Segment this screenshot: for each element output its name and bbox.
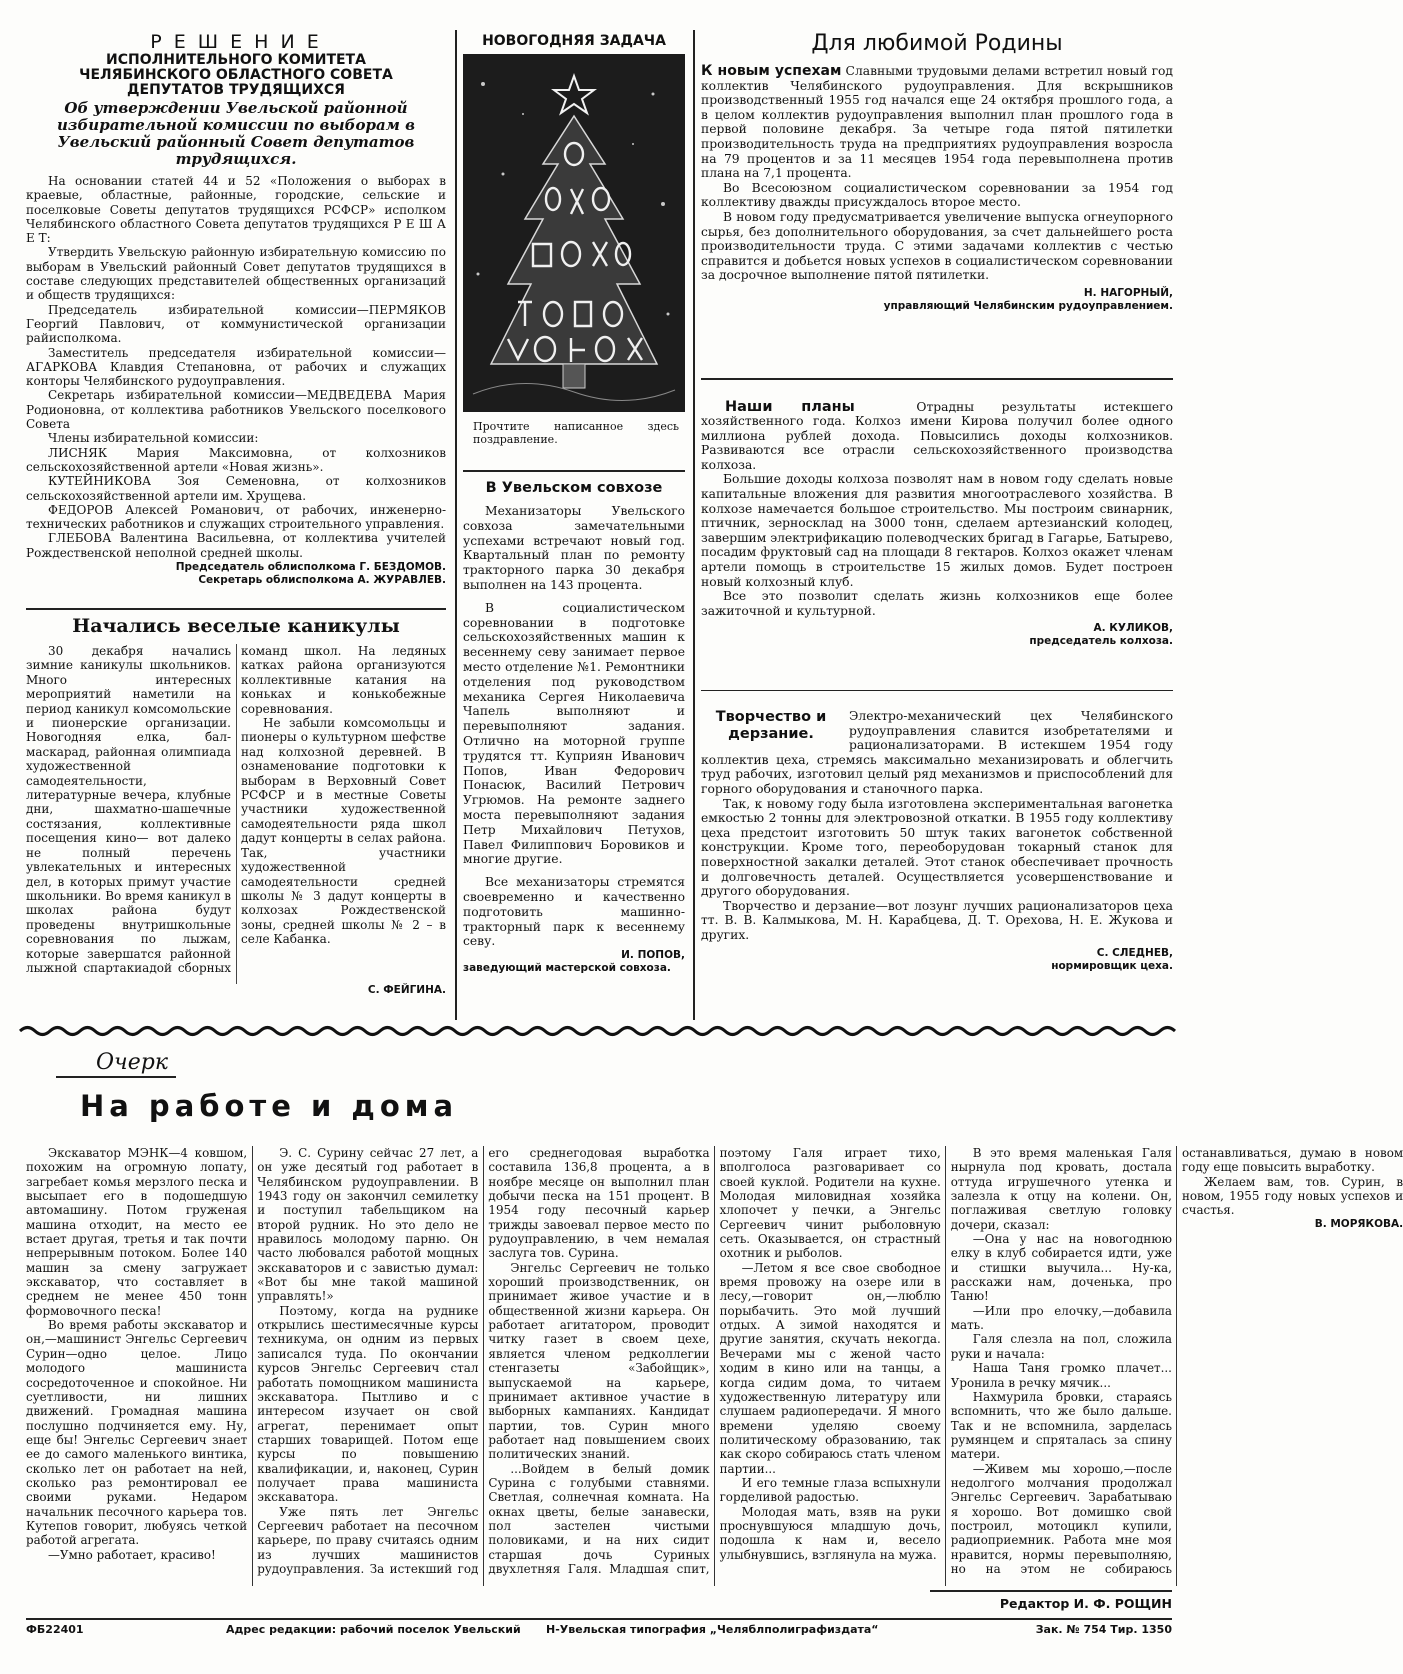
footer-code: ФБ22401	[26, 1623, 84, 1636]
rule-column-2	[693, 30, 695, 1020]
sovkhoz-signature-name: И. ПОПОВ,	[621, 949, 685, 962]
footer-printer: Н-Увельская типография „Челяблполиграфиздата“	[546, 1623, 879, 1636]
wavy-separator	[20, 1024, 1180, 1038]
rodina-s1-signature-name: Н. НАГОРНЫЙ,	[1083, 286, 1173, 299]
rule-puzzle-bottom	[463, 470, 685, 472]
essay-title: На работе и дома	[80, 1088, 459, 1123]
editor-line: Редактор И. Ф. РОЩИН	[999, 1596, 1172, 1611]
essay-signature: В. МОРЯКОВА.	[1314, 1217, 1403, 1230]
rodina-s2-title: Наши планы	[725, 398, 855, 415]
decision-subtitle: ИСПОЛНИТЕЛЬНОГО КОМИТЕТА ЧЕЛЯБИНСКОГО ОБЛАСТНОГО СОВЕТА ДЕПУТАТОВ ТРУДЯЩИХСЯ	[79, 52, 393, 98]
footer-order: Зак. № 754 Тир. 1350	[1035, 1623, 1172, 1636]
holidays-title: Начались веселые каникулы	[72, 615, 400, 637]
rodina-section-2: Наши планы Отрадны результаты истекшего хозяйственного года. Колхоз имени Кирова получил более одного миллиона рублей дохода. Повысились доходы колхозников. Развиваются все отрасли сельскохозяйственного производства колхоза. Большие доходы колхоза позволят нам в новом году сделать новые капитальные вложения для развития многоотраслевого хозяйства. В колхозе намечается большое строительство. Мы построим свинарник, птичник, зерносклад на 3000 тонн, сделаем артезианский колодец, завершим электрификацию полеводческих бригад в Гагарье, Батырево, посадим фруктовый сад на площади 8 гектаров. Колхоз окажет членам артели помощь в строительстве 15 жилых домов. Будет построен новый колхозный клуб. Все это позволит сделать жизнь колхозников еще более зажиточной и культурной. А. КУЛИКОВ, председатель колхоза.	[701, 398, 1173, 648]
rule-editor-top	[930, 1590, 1172, 1592]
puzzle-block	[463, 30, 685, 468]
sovkhoz-article	[463, 478, 685, 1018]
rule-footer	[26, 1618, 1172, 1620]
decision-title: Р Е Ш Е Н И Е	[150, 31, 322, 53]
holidays-body: 30 декабря начались зимние каникулы школьников. Много интересных мероприятий наметили на период каникул комсомольские и пионерские организации. Новогодняя елка, бал-маскарад, районная олимпиада художественной самодеятельности, литературные вечера, клубные дни, шахматно-шашечные состязания, коллективные посещения кино— вот далеко не полный перечень увлекательных и интересных дел, в которых примут участие школьники. Во время каникул в школах района будут проведены внутришкольные соревнования по лыжам, которые завершатся районной лыжной спартакиадой сборных команд школ. На ледяных катках района организуются коллективные катания на коньках и конькобежные соревнования. Не забыли комсомольцы и пионеры о культурном шефстве над колхозной деревней. В ознаменование подготовки к выборам в Верховный Совет РСФСР и в местные Советы участники художественной самодеятельности ряда школ дадут концерты в селах района. Так, участники художественной самодеятельности средней школы № 3 дадут концерты в колхозах Рождественской зоны, средней школы № 2 – в селе Кабанка.	[26, 644, 446, 975]
rodina-s3-title: Творчество и дерзание.	[715, 709, 827, 742]
rodina-s3-signature-name: С. СЛЕДНЕВ,	[1096, 946, 1173, 959]
sovkhoz-body: Механизаторы Увельского совхоза замечательными успехами встречают новый год. Квартальный план по ремонту тракторного парка 30 декабря выполнен на 143 процента. В социалистическом соревновании в подготовке сельскохозяйственных машин к весеннему севу занимает первое место отделение №1. Ремонтники отделения под руководством механика Сергея Николаевича Чапель выполняют и перевыполняют задания. Отлично на моторной группе трудятся тт. Куприян Иванович Попов, Иван Федорович Понасюк, Василий Петрович Угрюмов. На ремонте заднего моста перевыполняют задания Петр Михайлович Петухов, Павел Филиппович Боровиков и многие другие. Все механизаторы стремятся своевременно и качественно подготовить машинно-тракторный парк к весеннему севу.	[463, 504, 685, 949]
rodina-article	[701, 30, 1173, 1020]
rule-essay-rubric	[56, 1076, 176, 1078]
holidays-article	[26, 614, 446, 1016]
rodina-s2-signature-role: председатель колхоза.	[1029, 635, 1173, 648]
decision-signature-chairman: Председатель облисполкома Г. БЕЗДОМОВ.	[175, 561, 446, 574]
decision-heading: Об утверждении Увельской районной избирательной комиссии по выборам в Увельский районный Совет депутатов трудящихся.	[56, 99, 416, 168]
rule-rodina-1	[701, 378, 1173, 380]
rodina-s3-signature-role: нормировщик цеха.	[1051, 959, 1173, 972]
decision-body: На основании статей 44 и 52 «Положения о выборах в краевые, областные, районные, городские, сельские и поселковые Советы депутатов трудящихся РСФСР» исполком Челябинского областного Совета депутатов трудящихся Р Е Ш А Е Т: Утвердить Увельскую районную избирательную комиссию по выборам в Увельский районный Совет депутатов трудящихся в составе следующих представителей общественных организаций и обществ трудящихся: Председатель избирательной комиссии—ПЕРМЯКОВ Георгий Павлович, от коммунистической организации райисполкома. Заместитель председателя избирательной комиссии—АГАРКОВА Клавдия Степановна, от рабочих и служащих конторы Челябинского рудоуправления. Секретарь избирательной комиссии—МЕДВЕДЕВА Мария Родионовна, от коллектива работников Увельского поселкового Совета Члены избирательной комиссии: ЛИСНЯК Мария Максимовна, от колхозников сельскохозяйственной артели «Новая жизнь». КУТЕЙНИКОВА Зоя Семеновна, от колхозников сельскохозяйственной артели им. Хрущева. ФЕДОРОВ Алексей Романович, от рабочих, инженерно-технических работников и служащих строительного управления. ГЛЕБОВА Валентина Васильевна, от коллектива учителей Рождественской неполной средней школы.	[26, 174, 446, 560]
footer-address: Адрес редакции: рабочий поселок Увельский	[226, 1623, 521, 1636]
rodina-section-1: К новым успехам Славными трудовыми делами встретил новый год коллектив Челябинского рудоуправления. Для вскрышников производственный 1955 год начался еще 24 октября прошлого года, а в целом коллектив рудоуправления выполнил план прошлого года в первой половине декабря. За четыре года пятой пятилетки производительность труда на предприятиях рудоуправления возросла на 79 процентов и за 11 месяцев 1954 года перевыполнена против плана на 7,1 процента. Во Всесоюзном социалистическом соревновании за 1954 год коллективу дважды присуждалось второе место. В новом году предусматривается увеличение выпуска огнеупорного сырья, без дополнительного оборудования, за счет дальнейшего роста производительности труда. С этими задачами коллектив с честью справится и добьется новых успехов в социалистическом соревновании за досрочное выполнение пятой пятилетки. Н. НАГОРНЫЙ, управляющий Челябинским рудоуправлением.	[701, 63, 1173, 312]
sovkhoz-signature-role: заведующий мастерской совхоза.	[463, 962, 671, 975]
rule-column-1	[455, 30, 457, 1020]
essay-header	[26, 1050, 466, 1140]
christmas-tree-puzzle-image	[463, 54, 685, 412]
footer	[26, 1622, 1172, 1640]
rule-rodina-2	[701, 690, 1173, 692]
puzzle-title: НОВОГОДНЯЯ ЗАДАЧА	[482, 33, 666, 49]
puzzle-caption: Прочтите написанное здесь поздравление.	[473, 420, 679, 446]
rule-decision-bottom	[26, 608, 446, 610]
decision-signature-secretary: Секретарь облисполкома А. ЖУРАВЛЕВ.	[198, 574, 446, 587]
rodina-s1-signature-role: управляющий Челябинским рудоуправлением.	[883, 299, 1173, 312]
essay-rubric: Очерк	[96, 1050, 168, 1075]
decision-article	[26, 32, 446, 602]
rodina-s1-title: К новым успехам	[701, 63, 842, 79]
holidays-signature: С. ФЕЙГИНА.	[367, 984, 446, 996]
sovkhoz-title: В Увельском совхозе	[485, 480, 663, 496]
rodina-title: Для любимой Родины	[811, 31, 1063, 56]
rodina-section-3: Творчество и дерзание. Электро-механический цех Челябинского рудоуправления славится изобретателями и рационализаторами. В истекшем 1954 году коллектив цеха, стремясь максимально механизировать и облегчить труд рабочих, изготовил целый ряд механизмов и приспособлений для горного оборудования и станочного парка. Так, к новому году была изготовлена экспериментальная вагонетка емкостью 2 тонны для электровозной откатки. В 1955 году коллективу цеха предстоит изготовить 50 штук таких вагонеток собственной конструкции. Кроме того, переоборудован токарный станок для поверхностной закалки деталей. Этот станок обеспечивает прочность и долговечность деталей. Осуществляется усовершенствование и другого оборудования. Творчество и дерзание—вот лозунг лучших рационализаторов цеха тт. В. В. Калмыкова, М. Н. Карабцева, Д. Т. Орехова, Н. Е. Жукова и других. С. СЛЕДНЕВ, нормировщик цеха.	[701, 709, 1173, 972]
rodina-s2-signature-name: А. КУЛИКОВ,	[1093, 622, 1173, 635]
essay-body: Экскаватор МЭНК—4 ковшом, похожим на огромную лопату, загребает комья мерзлого песка и высыпает его в подошедшую автомашину. Потом груженая машина отходит, на место ее встает другая, третья и так почти непрерывным потоком. Более 140 машин за смену загружает экскаватор, что составляет в среднем не менее 450 тонн формовочного песка! Во время работы экскаватор и он,—машинист Энгельс Сергеевич Сурин—одно целое. Лицо молодого машиниста сосредоточенное и спокойное. Ни суетливости, ни лишних движений. Громадная машина послушно подчиняется ему. Ну, еще бы! Энгельс Сергеевич знает ее до самого маленького винтика, сколько лет он работает на ней, сколько раз ремонтировал ее своими руками. Недаром начальник песочного карьера тов. Кутепов говорит, любуясь четкой работой агрегата. —Умно работает, красиво! Э. С. Сурину сейчас 27 лет, а он уже десятый год работает в Челябинском рудоуправлении. В 1943 году он закончил семилетку и поступил табельщиком на второй рудник. Но это дело не нравилось молодому парню. Он часто любовался работой мощных экскаваторов и с завистью думал: «Вот бы мне такой машиной управлять!» Поэтому, когда на руднике открылись шестимесячные курсы техникума, он одним из первых записался туда. По окончании курсов Энгельс Сергеевич стал работать помощником машиниста экскаватора. Пытливо и с интересом изучает он свой агрегат, перенимает опыт старших товарищей. Потом еще курсы по повышению квалификации, и, наконец, Сурин получает права машиниста экскаватора. Уже пять лет Энгельс Сергеевич работает на песочном карьере, по праву считаясь одним из лучших машинистов рудоуправления. За истекший год его среднегодовая выработка составила 136,8 процента, а в ноябре месяце он выполнил план добычи песка на 151 процент. В 1954 году песочный карьер трижды завоевал первое место по рудоуправлению, в чем немалая заслуга тов. Сурина. Энгельс Сергеевич не только хороший производственник, он принимает живое участие и в общественной жизни карьера. Он работает агитатором, проводит читку газет в своем цехе, является членом редколлегии стенгазеты «Забойщик», выпускаемой на карьере, принимает активное участие в выборных кампаниях. Кандидат партии, тов. Сурин много работает над повышением своих политических знаний. ...Войдем в белый домик Сурина с голубыми ставнями. Светлая, солнечная комната. На окнах цветы, белые занавески, пол застелен чистыми половиками, и на них сидит старшая дочь Суриных двухлетняя Галя. Младшая спит, поэтому Галя играет тихо, вполголоса разговаривает со своей куклой. Родители на кухне. Молодая миловидная хозяйка хлопочет у печки, а Энгельс Сергеевич чинит рыболовную сеть. Оказывается, он страстный охотник и рыболов. —Летом я все свое свободное время провожу на озере или в лесу,—говорит он,—люблю порыбачить. Это мой лучший отдых. А зимой находятся и другие занятия, скучать некогда. Вечерами мы с женой часто ходим в кино или на танцы, а когда сидим дома, то читаем художественную литературу или слушаем радиопередачи. Я много времени уделяю своему политическому образованию, так как скоро собираюсь стать членом партии... И его темные глаза вспыхнули горделивой радостью. Молодая мать, взяв на руки проснувшуюся младшую дочь, подошла к нам и, весело улыбнувшись, взглянула на мужа. В это время маленькая Галя нырнула под кровать, достала оттуда игрушечного утенка и залезла к отцу на колени. Он, поглаживая светлую головку дочери, сказал: —Она у нас на новогоднюю елку в клуб собирается идти, уже и стишки выучила... Ну-ка, расскажи нам, доченька, про Таню! —Или про елочку,—добавила мать. Галя слезла на пол, сложила руки и начала: Наша Таня громко плачет... Уронила в речку мячик... Нахмурила бровки, стараясь вспомнить, что же было дальше. Так и не вспомнила, зарделась румянцем и спряталась за спину матери. —Живем мы хорошо,—после недолгого молчания продолжал Энгельс Сергеевич. Зарабатываю я хорошо. Вот домишко свой построил, мотоцикл купили, радиоприемник. Работа мне моя нравится, нормы перевыполняю, но на этом не собираюсь останавливаться, думаю в новом году еще повысить выработку. Желаем вам, тов. Сурин, в новом, 1955 году новых успехов и счастья. В. МОРЯКОВА.	[26, 1146, 1403, 1576]
